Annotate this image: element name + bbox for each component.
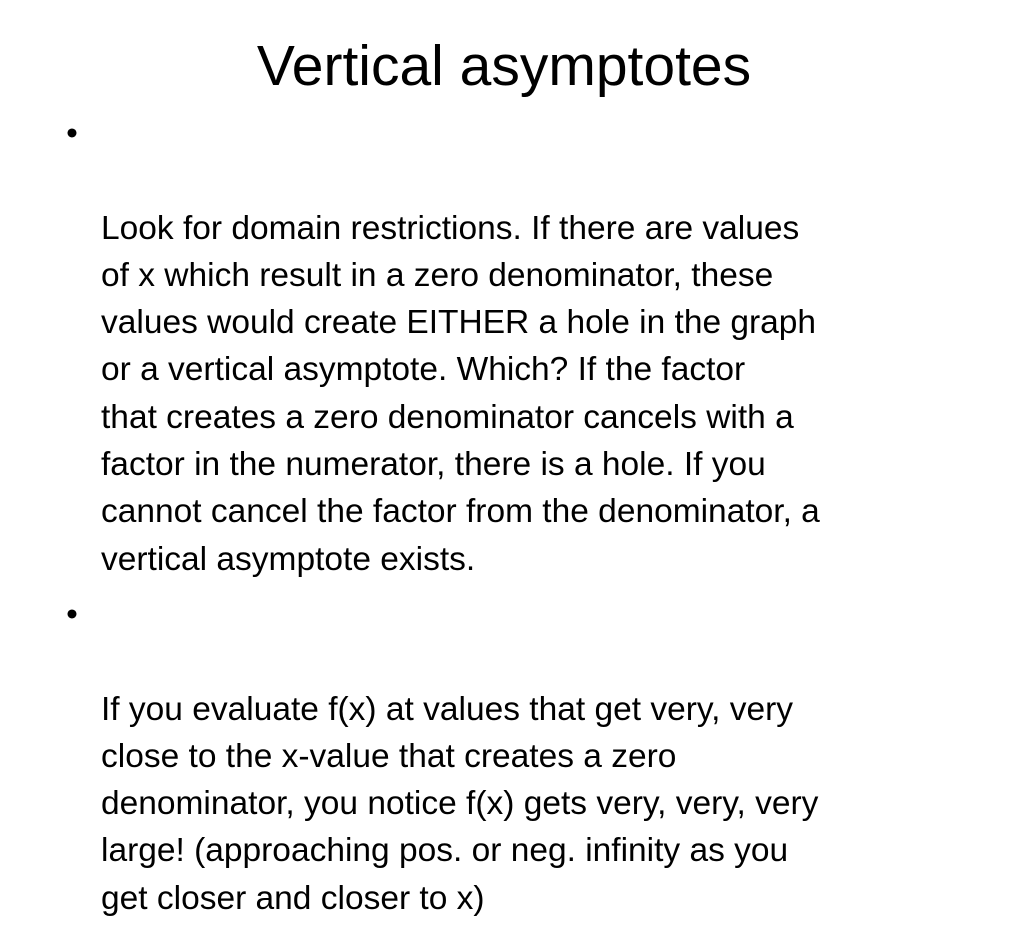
- bullet-list: [60, 110, 970, 930]
- bullet-item-domain-restrictions: [60, 110, 970, 583]
- slide-title: Vertical asymptotes: [256, 34, 752, 98]
- bullet-text: Look for domain restrictions. If there are values of x which result in a zero denominator, these values would create EITHER a hole in the graph or a vertical asymptote. Which? If the factor that creates a zero denominator cancels with a factor in the numerator, there is a hole. If you cannot cancel the factor from the denominator, a vertical asymptote exists.: [101, 209, 820, 578]
- bullet-text: If you evaluate f(x) at values that get very, very close to the x-value that creates a zero denominator, you notice f(x) gets very, very, very large! (approaching pos. or neg. infinity as you get closer and closer to x): [101, 690, 819, 917]
- bullet-item-evaluate-fx: [60, 591, 970, 922]
- bullet-marker: •: [66, 595, 78, 633]
- bullet-marker: •: [66, 115, 78, 152]
